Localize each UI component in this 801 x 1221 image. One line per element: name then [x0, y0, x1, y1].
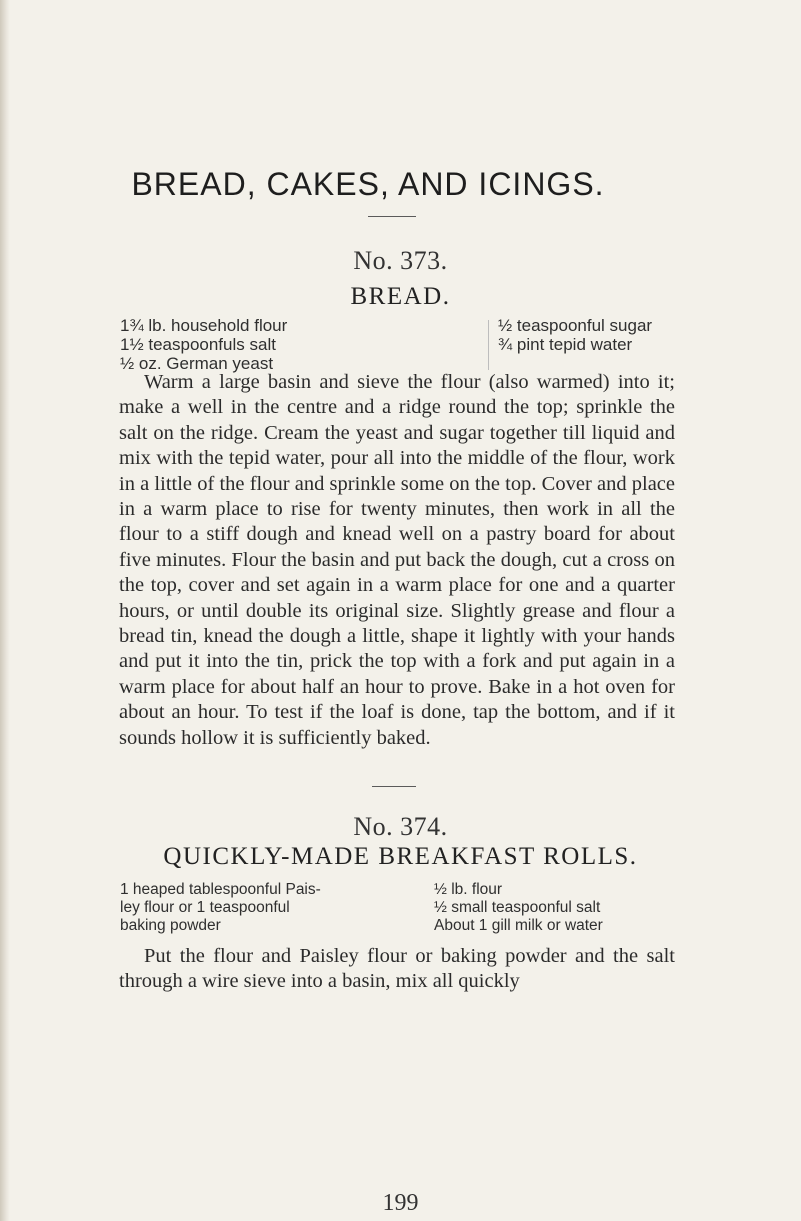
ingredient-divider [488, 320, 489, 370]
recipe-number: No. 374. [353, 812, 448, 841]
recipe-method: Put the flour and Paisley flour or baking powder and the salt through a wire sieve into a basin, mix all quickly [119, 945, 675, 993]
section-rule [372, 786, 416, 787]
ingredient-line: ¾ pint tepid water [498, 335, 633, 354]
ingredient-line: 1½ teaspoonfuls salt [120, 335, 276, 354]
ingredient-line: ½ lb. flour [434, 881, 503, 898]
section-rule [368, 216, 416, 217]
ingredient-line: 1 heaped tablespoonful Pais- [120, 881, 321, 898]
ingredient-line: ley flour or 1 teaspoonful [120, 899, 290, 916]
ingredients-right-column [498, 316, 652, 354]
ingredients-list [120, 881, 680, 941]
ingredients-right-column [434, 881, 603, 935]
ingredients-list [120, 316, 680, 376]
ingredient-line: ½ teaspoonful sugar [498, 316, 653, 335]
ingredient-line: baking powder [120, 917, 221, 934]
ingredient-line: ½ oz. German yeast [120, 354, 274, 373]
recipe-method: Warm a large basin and sieve the flour (also warmed) into it; make a well in the centre and a ridge round the top; sprinkle the salt on the ridge. Cream the yeast and sugar together till liquid and mix with the tepid water, pour all into the middle of the flour, work in a little of the flour and sprinkle some on the top. Cover and place in a warm place to rise for twenty minutes, then work in all the flour to a stiff dough and knead well on a pastry board for about five minutes. Flour the basin and put back the dough, cut a cross on the top, cover and set again in a warm place for one and a quarter hours, or until double its original size. Slightly grease and flour a bread tin, knead the dough a little, shape it lightly with your hands and put it into the tin, prick the top with a fork and put again in a warm place for about half an hour to prove. Bake in a hot oven for about an hour. To test if the loaf is done, tap the bottom, and if it sounds hollow it is sufficiently baked. [119, 371, 675, 749]
running-head: BREAD, CAKES, AND ICINGS. [131, 166, 605, 202]
recipe-number: No. 373. [353, 246, 448, 275]
ingredient-line: 1¾ lb. household flour [120, 316, 288, 335]
ingredient-line: ½ small teaspoonful salt [434, 899, 601, 916]
ingredients-left-column [120, 316, 287, 373]
page-number: 199 [382, 1190, 419, 1216]
ingredient-line: About 1 gill milk or water [434, 917, 603, 934]
ingredients-left-column [120, 881, 321, 935]
recipe-title: QUICKLY-MADE BREAKFAST ROLLS. [163, 843, 638, 870]
recipe-title: BREAD. [350, 283, 451, 310]
